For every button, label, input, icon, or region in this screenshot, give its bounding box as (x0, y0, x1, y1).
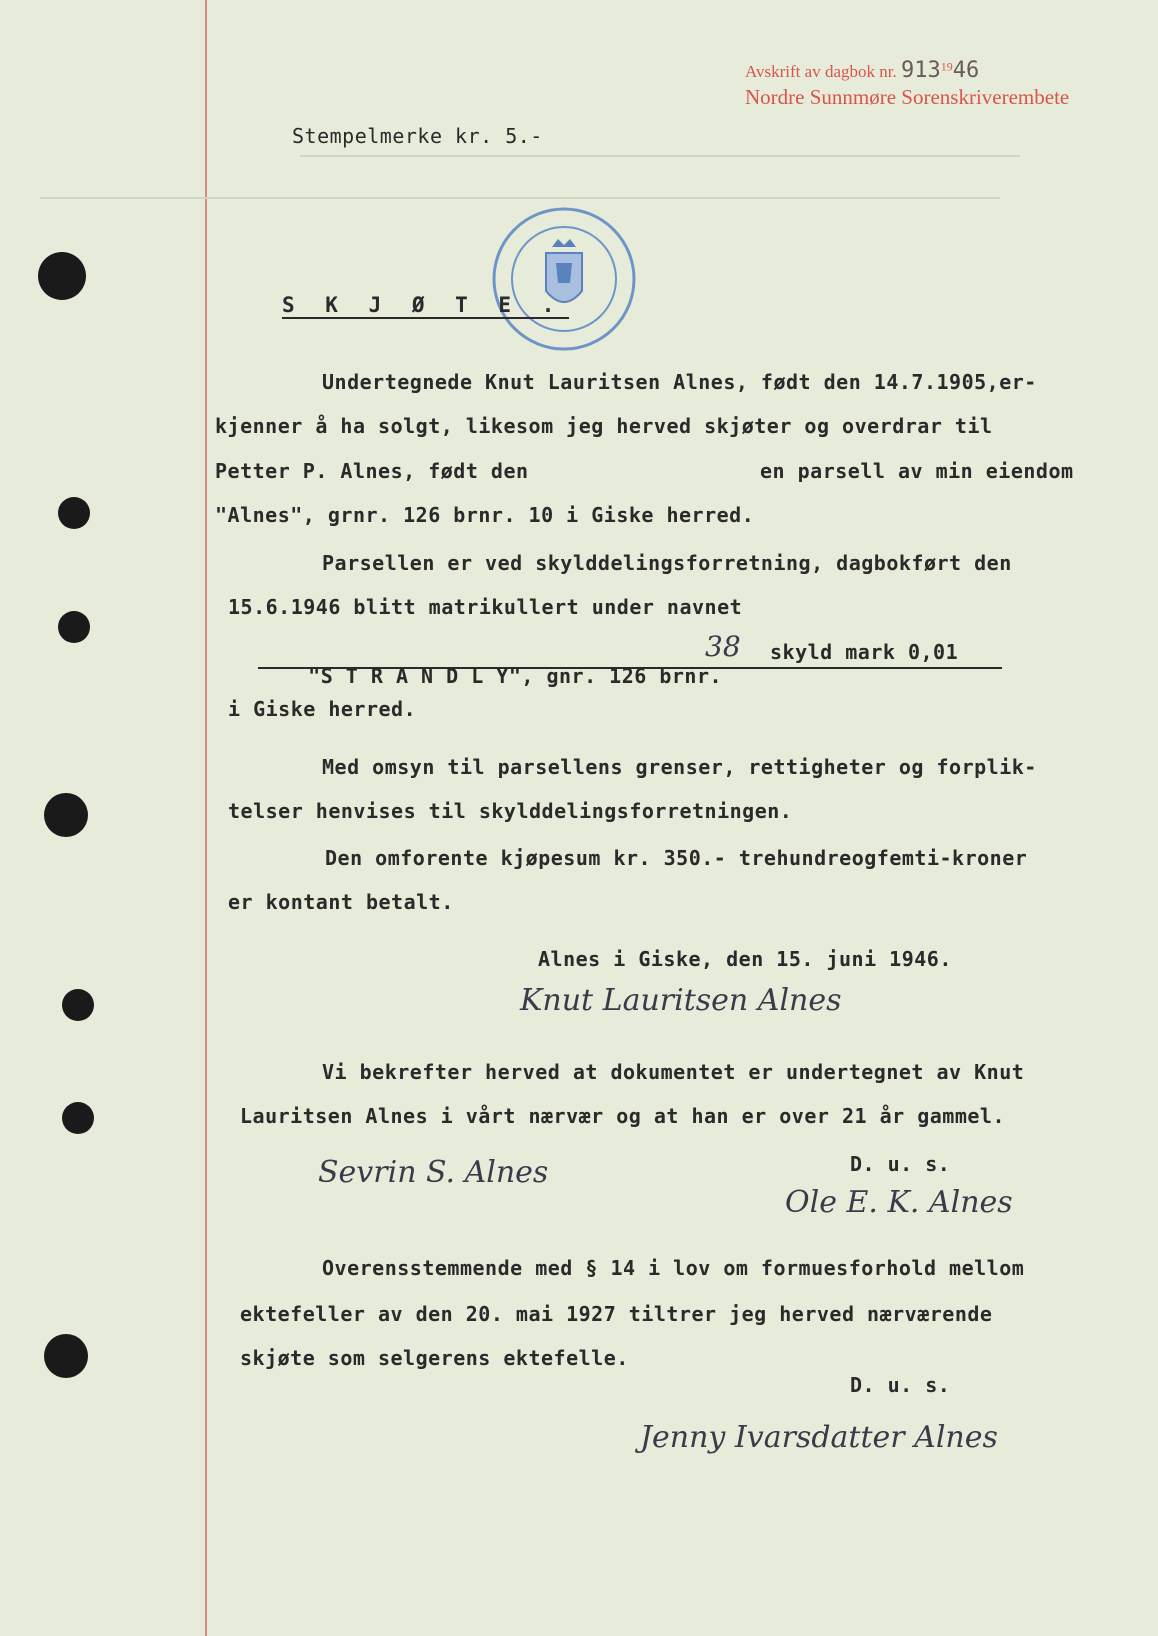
spouse-line-3: skjøte som selgerens ektefelle. (240, 1346, 629, 1370)
place-and-date: Alnes i Giske, den 15. juni 1946. (538, 947, 952, 971)
property-tax-value: skyld mark 0,01 (770, 640, 959, 664)
body-line-8: i Giske herred. (228, 697, 417, 721)
spouse-line-2: ektefeller av den 20. mai 1927 tiltrer jeg herved nærværende (240, 1302, 993, 1326)
year-suffix: 46 (952, 58, 980, 83)
body-line-10: telser henvises til skylddelingsforretningen. (228, 799, 793, 823)
punch-hole (62, 1102, 94, 1134)
punch-hole (44, 1334, 88, 1378)
spouse-line-1: Overensstemmende med § 14 i lov om formuesforhold mellom (322, 1256, 1025, 1280)
bleed-through-line (300, 155, 1020, 157)
bleed-through-line (40, 197, 1000, 199)
witness-line-2: Lauritsen Alnes i vårt nærvær og at han er over 21 år gammel. (240, 1104, 1006, 1128)
body-line-4: "Alnes", grnr. 126 brnr. 10 i Giske herred. (215, 503, 755, 527)
dus-1: D. u. s. (850, 1152, 951, 1176)
signature-spouse: Jenny Ivarsdatter Alnes (640, 1420, 998, 1455)
body-line-9: Med omsyn til parsellens grenser, rettigheter og forplik- (322, 755, 1037, 779)
document-title: S K J Ø T E . (282, 293, 569, 319)
punch-hole (38, 252, 86, 300)
margin-rule (205, 0, 207, 1636)
property-name: "S T R A N D L Y", gnr. 126 brnr. (308, 664, 723, 688)
witness-line-1: Vi bekrefter herved at dokumentet er undertegnet av Knut (322, 1060, 1025, 1084)
registry-stamp-label: Avskrift av dagbok nr. (745, 62, 897, 81)
diary-number: 913 (900, 58, 941, 83)
body-line-5: Parsellen er ved skylddelingsforretning, dagbokført den (322, 551, 1012, 575)
property-name-line (258, 640, 1002, 688)
punch-hole (44, 793, 88, 837)
body-line-2: kjenner å ha solgt, likesom jeg herved skjøter og overdrar til (215, 414, 993, 438)
body-line-12: er kontant betalt. (228, 890, 454, 914)
official-seal (490, 205, 638, 353)
body-line-3b: en parsell av min eiendom (760, 459, 1074, 483)
body-line-6: 15.6.1946 blitt matrikullert under navnet (228, 595, 743, 619)
punch-hole (58, 611, 90, 643)
body-line-3a: Petter P. Alnes, født den (215, 459, 529, 483)
handwritten-brnr: 38 (705, 630, 741, 663)
court-office-name: Nordre Sunnmøre Sorenskriverembete (745, 85, 1070, 109)
signature-witness-2: Ole E. K. Alnes (785, 1185, 1013, 1220)
body-line-11: Den omforente kjøpesum kr. 350.- trehundreogfemti-kroner (325, 846, 1028, 870)
signature-witness-1: Sevrin S. Alnes (318, 1155, 549, 1190)
stamp-duty-line: Stempelmerke kr. 5.- (292, 124, 543, 148)
year-prefix: 19 (940, 59, 953, 74)
dus-2: D. u. s. (850, 1373, 951, 1397)
punch-hole (58, 497, 90, 529)
body-line-1: Undertegnede Knut Lauritsen Alnes, født den 14.7.1905,er- (322, 370, 1037, 394)
punch-hole (62, 989, 94, 1021)
signature-seller: Knut Lauritsen Alnes (520, 983, 842, 1018)
registry-stamp (745, 58, 1069, 110)
